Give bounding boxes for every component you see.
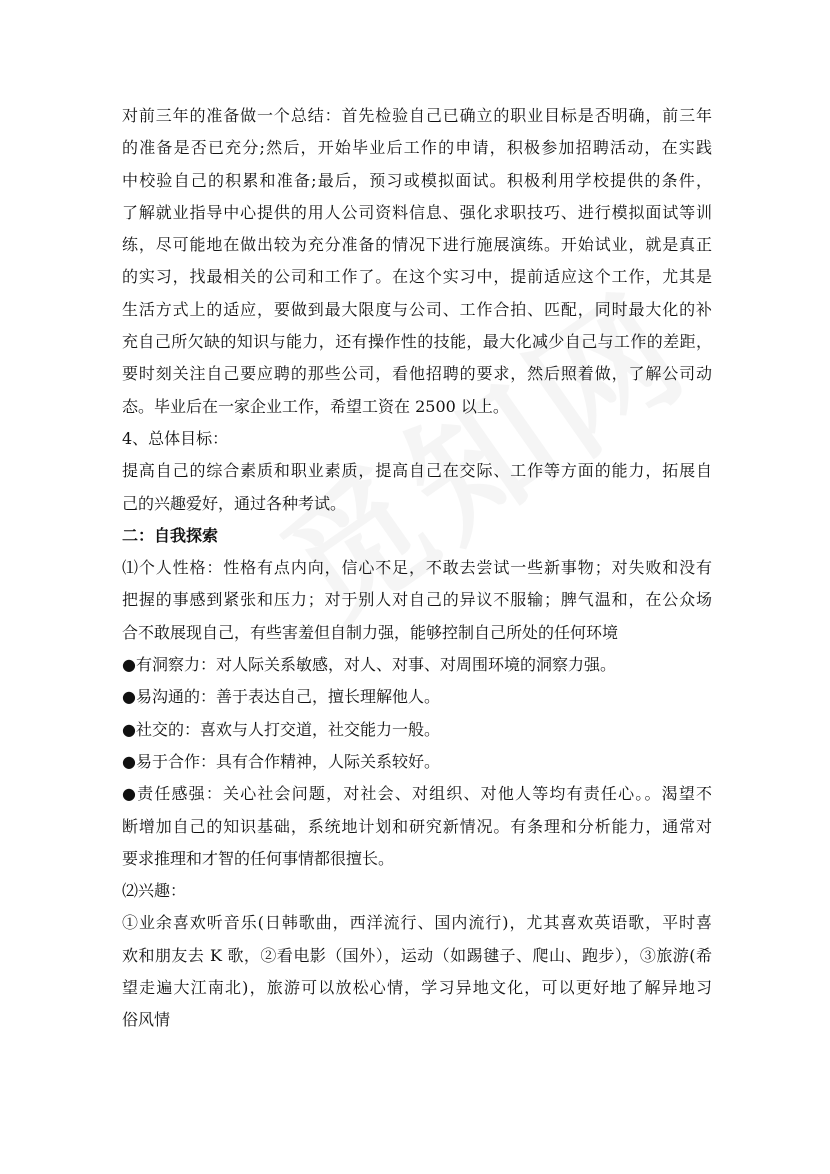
text-line: 态。毕业后在一家企业工作，希望工资在 2500 以上。 bbox=[122, 396, 509, 416]
text-line: ●责任感强：关心社会问题，对社会、对组织、对他人等均有责任心。。渴望不 bbox=[122, 784, 712, 804]
text-line: 中校验自己的积累和准备;最后，预习或模拟面试。积极利用学校提供的条件， bbox=[122, 170, 712, 190]
paragraph-personality bbox=[122, 552, 712, 649]
text-line: 望走遍大江南北)，旅游可以放松心情，学习异地文化，可以更好地了解异地习 bbox=[122, 978, 712, 998]
trait-list bbox=[122, 649, 712, 778]
text-line: 的实习，找最相关的公司和工作了。在这个实习中，提前适应这个工作，尤其是 bbox=[122, 267, 712, 287]
document-body bbox=[122, 100, 712, 1037]
text-line: ⑴个人性格：性格有点内向，信心不足，不敢去尝试一些新事物；对失败和没有 bbox=[122, 558, 712, 578]
text-line: 俗风情 bbox=[122, 1010, 171, 1030]
heading-overall-goal: 4、总体目标： bbox=[122, 428, 229, 448]
heading-self-exploration: 二：自我探索 bbox=[122, 525, 219, 545]
text-line: 生活方式上的适应，要做到最大限度与公司、工作合拍、匹配，同时最大化的补 bbox=[122, 299, 712, 319]
trait-item: ●易于合作：具有合作精神，人际关系较好。 bbox=[122, 751, 440, 771]
text-line: 把握的事感到紧张和压力；对于别人对自己的异议不服输；脾气温和，在公众场 bbox=[122, 590, 712, 610]
text-line: 提高自己的综合素质和职业素质，提高自己在交际、工作等方面的能力，拓展自 bbox=[122, 461, 712, 481]
paragraph-preparation-summary bbox=[122, 100, 712, 423]
text-line: 练，尽可能地在做出较为充分准备的情况下进行施展演练。开始试业，就是真正 bbox=[122, 235, 712, 255]
text-line: 的准备是否已充分;然后，开始毕业后工作的申请，积极参加招聘活动，在实践 bbox=[122, 138, 712, 158]
text-line: 己的兴趣爱好，通过各种考试。 bbox=[122, 493, 347, 513]
trait-item: ●社交的：喜欢与人打交道，社交能力一般。 bbox=[122, 719, 440, 739]
text-line: 要求推理和才智的任何事情都很擅长。 bbox=[122, 848, 395, 868]
text-line: 合不敢展现自己，有些害羞但自制力强，能够控制自己所处的任何环境 bbox=[122, 622, 619, 642]
text-line: 对前三年的准备做一个总结：首先检验自己已确立的职业目标是否明确，前三年 bbox=[122, 106, 712, 125]
text-line: 断增加自己的知识基础，系统地计划和研究新情况。有条理和分析能力，通常对 bbox=[122, 816, 712, 836]
text-line: ①业余喜欢听音乐(日韩歌曲，西洋流行、国内流行)，尤其喜欢英语歌，平时喜 bbox=[122, 913, 712, 933]
text-line: 欢和朋友去 K 歌，②看电影（国外），运动（如踢毽子、爬山、跑步），③旅游(希 bbox=[122, 945, 712, 965]
text-line: 充自己所欠缺的知识与能力，还有操作性的技能，最大化减少自己与工作的差距， bbox=[122, 332, 712, 352]
text-line: 了解就业指导中心提供的用人公司资料信息、强化求职技巧、进行模拟面试等训 bbox=[122, 202, 712, 222]
text-line: 要时刻关注自己要应聘的那些公司，看他招聘的要求，然后照着做，了解公司动 bbox=[122, 364, 712, 384]
paragraph-responsibility bbox=[122, 778, 712, 875]
trait-item: ●有洞察力：对人际关系敏感，对人、对事、对周围环境的洞察力强。 bbox=[122, 655, 616, 675]
paragraph-interests bbox=[122, 907, 712, 1036]
heading-interests: ⑵兴趣： bbox=[122, 881, 187, 901]
trait-item: ●易沟通的：善于表达自己，擅长理解他人。 bbox=[122, 687, 440, 707]
paragraph-overall-goal bbox=[122, 455, 712, 520]
